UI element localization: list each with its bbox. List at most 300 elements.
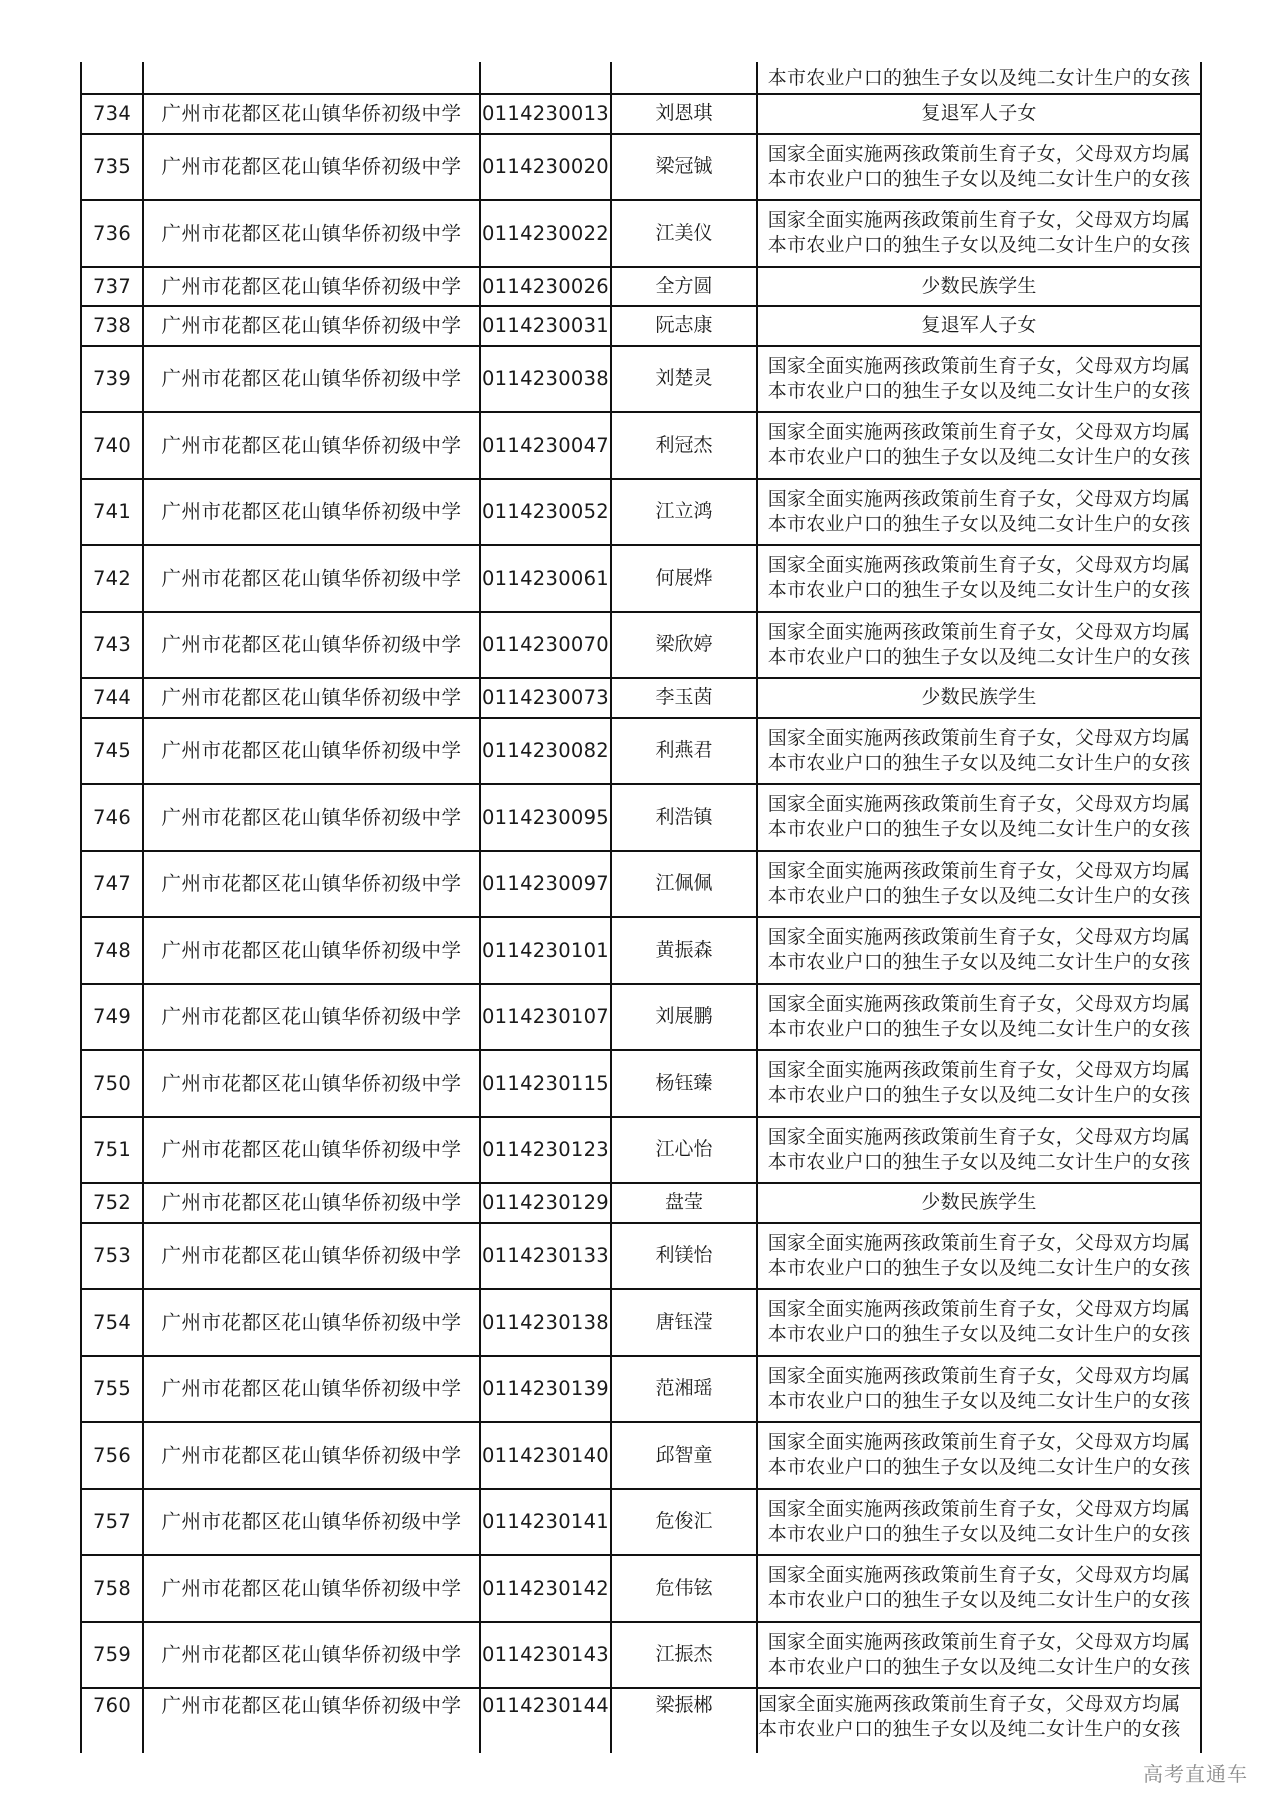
cell-category: [756, 1290, 1202, 1355]
cell-category: [756, 1423, 1202, 1488]
table-row: [80, 679, 1202, 719]
row-number: 746: [92, 805, 132, 829]
cell-school: [142, 268, 479, 306]
cell-school: [142, 719, 479, 784]
row-number: 760: [92, 1694, 132, 1717]
cell-school: [142, 1556, 479, 1621]
cell-category: [756, 918, 1202, 983]
cell-id: [479, 1290, 610, 1355]
cell-category: [756, 719, 1202, 784]
category-line-1: 国家全面实施两孩政策前生育子女，父母双方均属: [767, 1364, 1191, 1387]
cell-name: [610, 1118, 756, 1183]
cell-school: [142, 1423, 479, 1488]
cell-category: [756, 201, 1202, 266]
cell-id: [479, 95, 610, 133]
cell-no: [80, 95, 142, 133]
school-name: 广州市花都区花山镇华侨初级中学: [161, 433, 462, 457]
row-number: 758: [92, 1576, 132, 1600]
cell-school: [142, 135, 479, 200]
student-id: 0114230143: [481, 1643, 610, 1667]
student-name: 江佩佩: [655, 872, 713, 895]
cell-category: [756, 613, 1202, 678]
row-number: 736: [92, 221, 132, 245]
category-text: 少数民族学生: [921, 686, 1037, 709]
category-text: 少数民族学生: [921, 274, 1037, 297]
category-text: 复退军人子女: [921, 102, 1037, 125]
table-row: [80, 852, 1202, 919]
row-number: 742: [92, 566, 132, 590]
cell-category: [756, 1623, 1202, 1688]
cell-name: [610, 1423, 756, 1488]
cell-school: [142, 1290, 479, 1355]
category-line-2: 本市农业户口的独生子女以及纯二女计生户的女孩: [767, 751, 1191, 774]
cell-name: [610, 1623, 756, 1688]
row-number: 756: [92, 1443, 132, 1467]
cell-category: [756, 480, 1202, 545]
row-number: 738: [92, 314, 132, 338]
category-line-1: 国家全面实施两孩政策前生育子女，父母双方均属: [767, 793, 1191, 816]
school-name: 广州市花都区花山镇华侨初级中学: [161, 1310, 462, 1334]
table-row: [80, 546, 1202, 613]
school-name: 广州市花都区花山镇华侨初级中学: [161, 1244, 462, 1268]
category-line-1: 国家全面实施两孩政策前生育子女，父母双方均属: [767, 1298, 1191, 1321]
table-row: [80, 1184, 1202, 1224]
table-row: [80, 347, 1202, 414]
category-line-2: 本市农业户口的独生子女以及纯二女计生户的女孩: [767, 884, 1191, 907]
school-name: 广州市花都区花山镇华侨初级中学: [161, 500, 462, 524]
cell-id: [479, 852, 610, 917]
student-name: 盘莹: [664, 1191, 703, 1214]
student-id: 0114230138: [481, 1310, 610, 1334]
student-name: 梁冠铖: [655, 155, 713, 178]
row-number: 759: [92, 1643, 132, 1667]
table-row: [80, 135, 1202, 202]
cell-no: [80, 413, 142, 478]
table-row: [80, 719, 1202, 786]
student-id: 0114230141: [481, 1510, 610, 1534]
cell-school: [142, 95, 479, 133]
cell-category: [756, 1051, 1202, 1116]
cell-school: [142, 1184, 479, 1222]
cell-school: [142, 852, 479, 917]
category-line-1: 国家全面实施两孩政策前生育子女，父母双方均属: [767, 354, 1191, 377]
school-name: 广州市花都区花山镇华侨初级中学: [161, 155, 462, 179]
school-name: 广州市花都区花山镇华侨初级中学: [161, 566, 462, 590]
category-line-2: 本市农业户口的独生子女以及纯二女计生户的女孩: [767, 1017, 1191, 1040]
category-line-2: 本市农业户口的独生子女以及纯二女计生户的女孩: [767, 379, 1191, 402]
cell-category: [756, 268, 1202, 306]
cell-school: [142, 1689, 479, 1753]
cell-id: [479, 1051, 610, 1116]
student-name: 利冠杰: [655, 433, 713, 456]
cell-no: [80, 546, 142, 611]
category-line-2: 本市农业户口的独生子女以及纯二女计生户的女孩: [767, 1655, 1191, 1678]
cell-no: [80, 201, 142, 266]
school-name: 广州市花都区花山镇华侨初级中学: [161, 1005, 462, 1029]
school-name: 广州市花都区花山镇华侨初级中学: [161, 1138, 462, 1162]
row-number: 752: [92, 1191, 132, 1215]
cell-no: [80, 135, 142, 200]
cell-name: [610, 480, 756, 545]
cell-school: [142, 1051, 479, 1116]
student-id: 0114230031: [481, 314, 610, 338]
student-name: 邱智童: [655, 1443, 713, 1466]
row-number: 751: [92, 1138, 132, 1162]
cell-no: [80, 1689, 142, 1753]
school-name: 广州市花都区花山镇华侨初级中学: [161, 686, 462, 710]
cell-name: [610, 1556, 756, 1621]
student-name: 利浩镇: [655, 805, 713, 828]
cell-name: [610, 546, 756, 611]
student-id: 0114230115: [481, 1071, 610, 1095]
table-row: [80, 95, 1202, 135]
cell-school: [142, 918, 479, 983]
table-row: [80, 1224, 1202, 1291]
cell-name: [610, 413, 756, 478]
student-name: 刘展鹏: [655, 1005, 713, 1028]
student-name: 黄振森: [655, 938, 713, 961]
student-id: 0114230139: [481, 1377, 610, 1401]
student-id: 0114230144: [481, 1694, 610, 1717]
cell-category: [756, 1490, 1202, 1555]
row-number: 754: [92, 1310, 132, 1334]
student-name: 杨钰臻: [655, 1071, 713, 1094]
student-id: 0114230061: [481, 566, 610, 590]
school-name: 广州市花都区花山镇华侨初级中学: [161, 633, 462, 657]
cell-category: [756, 95, 1202, 133]
student-id: 0114230097: [481, 872, 610, 896]
category-line-2: 本市农业户口的独生子女以及纯二女计生户的女孩: [767, 951, 1191, 974]
cell-school: [142, 413, 479, 478]
table-row: [80, 1623, 1202, 1690]
cell-id: [479, 785, 610, 850]
table-row: [80, 918, 1202, 985]
cell-id: [479, 1224, 610, 1289]
table-row: [80, 613, 1202, 680]
cell-school: [142, 1490, 479, 1555]
cell-name: [610, 347, 756, 412]
category-line-1: 国家全面实施两孩政策前生育子女，父母双方均属: [767, 1431, 1191, 1454]
cell-category: [756, 985, 1202, 1050]
cell-school: [142, 201, 479, 266]
cell-no: [80, 1423, 142, 1488]
category-line-1: 国家全面实施两孩政策前生育子女，父母双方均属: [758, 1693, 1181, 1715]
category-line: 本市农业户口的独生子女以及纯二女计生户的女孩: [767, 67, 1191, 89]
cell-category: [756, 1357, 1202, 1422]
cell-no: [80, 268, 142, 306]
table-row: [80, 1357, 1202, 1424]
table-row: [80, 413, 1202, 480]
cell-id: [479, 1623, 610, 1688]
row-number: 743: [92, 633, 132, 657]
table-row: [80, 1490, 1202, 1557]
cell-id: [479, 1423, 610, 1488]
category-line-2: 本市农业户口的独生子女以及纯二女计生户的女孩: [767, 234, 1191, 257]
category-line-2: 本市农业户口的独生子女以及纯二女计生户的女孩: [767, 1389, 1191, 1412]
cell-id: [479, 1357, 610, 1422]
cell-no: [80, 852, 142, 917]
cell-no: [80, 679, 142, 717]
student-name: 刘楚灵: [655, 367, 713, 390]
cell-name: [610, 1490, 756, 1555]
student-name: 危俊汇: [655, 1510, 713, 1533]
cell-school: [142, 679, 479, 717]
student-name: 何展烨: [655, 566, 713, 589]
cell-no: [80, 1490, 142, 1555]
student-id: 0114230022: [481, 221, 610, 245]
category-line-2: 本市农业户口的独生子女以及纯二女计生户的女孩: [767, 1589, 1191, 1612]
student-name: 危伟铉: [655, 1576, 713, 1599]
cell-no: [80, 1051, 142, 1116]
school-name: 广州市花都区花山镇华侨初级中学: [161, 1071, 462, 1095]
cell-category: [756, 785, 1202, 850]
student-id: 0114230101: [481, 938, 610, 962]
school-name: 广州市花都区花山镇华侨初级中学: [161, 102, 462, 126]
school-name: 广州市花都区花山镇华侨初级中学: [161, 367, 462, 391]
row-number: 748: [92, 938, 132, 962]
school-name: 广州市花都区花山镇华侨初级中学: [161, 1191, 462, 1215]
cell-id: [479, 62, 610, 93]
student-id: 0114230013: [481, 102, 610, 126]
cell-id: [479, 201, 610, 266]
student-name: 唐钰滢: [655, 1310, 713, 1333]
cell-category: [756, 1184, 1202, 1222]
table-row: [80, 985, 1202, 1052]
student-name: 刘恩琪: [655, 102, 713, 125]
cell-school: [142, 546, 479, 611]
table-row: [80, 268, 1202, 308]
student-id: 0114230123: [481, 1138, 610, 1162]
student-name: 李玉茵: [655, 686, 713, 709]
category-line-2: 本市农业户口的独生子女以及纯二女计生户的女孩: [767, 167, 1191, 190]
student-id: 0114230073: [481, 686, 610, 710]
category-line-2: 本市农业户口的独生子女以及纯二女计生户的女孩: [767, 446, 1191, 469]
cell-name: [610, 1357, 756, 1422]
cell-name: [610, 135, 756, 200]
category-line-2: 本市农业户口的独生子女以及纯二女计生户的女孩: [767, 1256, 1191, 1279]
row-number: 747: [92, 872, 132, 896]
school-name: 广州市花都区花山镇华侨初级中学: [161, 1576, 462, 1600]
category-line-1: 国家全面实施两孩政策前生育子女，父母双方均属: [767, 487, 1191, 510]
row-number: 750: [92, 1071, 132, 1095]
table-row-continued: [80, 62, 1202, 95]
row-number: 737: [92, 274, 132, 298]
cell-name: [610, 1184, 756, 1222]
school-name: 广州市花都区花山镇华侨初级中学: [161, 1510, 462, 1534]
cell-id: [479, 347, 610, 412]
category-line-1: 国家全面实施两孩政策前生育子女，父母双方均属: [767, 554, 1191, 577]
school-name: 广州市花都区花山镇华侨初级中学: [161, 739, 462, 763]
cell-school: [142, 1623, 479, 1688]
table-row: [80, 307, 1202, 347]
category-line-1: 国家全面实施两孩政策前生育子女，父母双方均属: [767, 859, 1191, 882]
student-name: 江心怡: [655, 1138, 713, 1161]
row-number: 745: [92, 739, 132, 763]
student-name: 梁振郴: [655, 1694, 713, 1716]
cell-school: [142, 307, 479, 345]
category-line-1: 国家全面实施两孩政策前生育子女，父母双方均属: [767, 1564, 1191, 1587]
category-text: 少数民族学生: [921, 1191, 1037, 1214]
table-row: [80, 1051, 1202, 1118]
table-row: [80, 480, 1202, 547]
cell-name: [610, 1224, 756, 1289]
cell-name: [610, 1290, 756, 1355]
cell-no: [80, 307, 142, 345]
cell-id: [479, 1490, 610, 1555]
school-name: 广州市花都区花山镇华侨初级中学: [161, 1694, 462, 1717]
category-line-2: 本市农业户口的独生子女以及纯二女计生户的女孩: [767, 1522, 1191, 1545]
table-row: [80, 1423, 1202, 1490]
cell-school: [142, 613, 479, 678]
cell-no: [80, 62, 142, 93]
cell-no: [80, 1623, 142, 1688]
cell-name: [610, 679, 756, 717]
cell-id: [479, 135, 610, 200]
category-line-1: 国家全面实施两孩政策前生育子女，父母双方均属: [767, 421, 1191, 444]
row-number: 740: [92, 433, 132, 457]
cell-category: [756, 413, 1202, 478]
table-row: [80, 1556, 1202, 1623]
cell-id: [479, 307, 610, 345]
table-row: [80, 1118, 1202, 1185]
cell-category: [756, 1556, 1202, 1621]
category-line-2: 本市农业户口的独生子女以及纯二女计生户的女孩: [767, 645, 1191, 668]
category-line-2: 本市农业户口的独生子女以及纯二女计生户的女孩: [767, 1084, 1191, 1107]
category-line-1: 国家全面实施两孩政策前生育子女，父母双方均属: [767, 926, 1191, 949]
cell-name: [610, 62, 756, 93]
cell-category: [756, 347, 1202, 412]
school-name: 广州市花都区花山镇华侨初级中学: [161, 872, 462, 896]
cell-school: [142, 480, 479, 545]
row-number: 734: [92, 102, 132, 126]
student-id: 0114230082: [481, 739, 610, 763]
cell-no: [80, 785, 142, 850]
student-name: 梁欣婷: [655, 633, 713, 656]
category-line-1: 国家全面实施两孩政策前生育子女，父母双方均属: [767, 726, 1191, 749]
cell-name: [610, 95, 756, 133]
student-name: 江美仪: [655, 221, 713, 244]
cell-no: [80, 1290, 142, 1355]
cell-id: [479, 1184, 610, 1222]
category-line-1: 国家全面实施两孩政策前生育子女，父母双方均属: [767, 1497, 1191, 1520]
cell-id: [479, 1118, 610, 1183]
category-line-1: 国家全面实施两孩政策前生育子女，父母双方均属: [767, 620, 1191, 643]
school-name: 广州市花都区花山镇华侨初级中学: [161, 1443, 462, 1467]
student-name: 阮志康: [655, 314, 713, 337]
category-line-2: 本市农业户口的独生子女以及纯二女计生户的女孩: [767, 818, 1191, 841]
category-line-2: 本市农业户口的独生子女以及纯二女计生户的女孩: [767, 1323, 1191, 1346]
cell-category: [756, 307, 1202, 345]
school-name: 广州市花都区花山镇华侨初级中学: [161, 274, 462, 298]
cell-no: [80, 480, 142, 545]
cell-id: [479, 546, 610, 611]
cell-name: [610, 918, 756, 983]
school-name: 广州市花都区花山镇华侨初级中学: [161, 1377, 462, 1401]
cell-no: [80, 1357, 142, 1422]
table-row: [80, 201, 1202, 268]
school-name: 广州市花都区花山镇华侨初级中学: [161, 938, 462, 962]
student-id: 0114230020: [481, 155, 610, 179]
category-line-1: 国家全面实施两孩政策前生育子女，父母双方均属: [767, 1231, 1191, 1254]
cell-category: [756, 546, 1202, 611]
cell-category: [756, 1118, 1202, 1183]
cell-no: [80, 347, 142, 412]
student-id: 0114230026: [481, 274, 610, 298]
category-text: 复退军人子女: [921, 314, 1037, 337]
row-number: 755: [92, 1377, 132, 1401]
category-line-1: 国家全面实施两孩政策前生育子女，父母双方均属: [767, 209, 1191, 232]
cell-category: [756, 679, 1202, 717]
cell-school: [142, 347, 479, 412]
cell-category: [756, 852, 1202, 917]
cell-name: [610, 852, 756, 917]
row-number: 739: [92, 367, 132, 391]
cell-name: [610, 268, 756, 306]
cell-name: [610, 613, 756, 678]
cell-id: [479, 679, 610, 717]
cell-name: [610, 719, 756, 784]
student-name: 利燕君: [655, 739, 713, 762]
cell-no: [80, 985, 142, 1050]
category-line-1: 国家全面实施两孩政策前生育子女，父母双方均属: [767, 1059, 1191, 1082]
school-name: 广州市花都区花山镇华侨初级中学: [161, 1643, 462, 1667]
cell-school: [142, 62, 479, 93]
school-name: 广州市花都区花山镇华侨初级中学: [161, 221, 462, 245]
cell-name: [610, 785, 756, 850]
category-line-2: 本市农业户口的独生子女以及纯二女计生户的女孩: [767, 579, 1191, 602]
cell-school: [142, 985, 479, 1050]
cell-school: [142, 785, 479, 850]
cell-category: [756, 135, 1202, 200]
cell-no: [80, 1224, 142, 1289]
table-body: [80, 95, 1202, 1753]
cell-category: [756, 1689, 1202, 1753]
row-number: 757: [92, 1510, 132, 1534]
row-number: 749: [92, 1005, 132, 1029]
cell-category: [756, 1224, 1202, 1289]
table-row: [80, 785, 1202, 852]
cell-no: [80, 1556, 142, 1621]
category-line-2: 本市农业户口的独生子女以及纯二女计生户的女孩: [767, 1456, 1191, 1479]
cell-id: [479, 985, 610, 1050]
category-line-2: 本市农业户口的独生子女以及纯二女计生户的女孩: [767, 1150, 1191, 1173]
cell-name: [610, 1689, 756, 1753]
watermark-text: 高考直通车: [1143, 1762, 1248, 1786]
cell-id: [479, 268, 610, 306]
cell-no: [80, 613, 142, 678]
cell-school: [142, 1118, 479, 1183]
cell-id: [479, 918, 610, 983]
category-line-1: 国家全面实施两孩政策前生育子女，父母双方均属: [767, 992, 1191, 1015]
cell-name: [610, 201, 756, 266]
category-line-1: 国家全面实施两孩政策前生育子女，父母双方均属: [767, 1630, 1191, 1653]
student-id: 0114230140: [481, 1443, 610, 1467]
school-name: 广州市花都区花山镇华侨初级中学: [161, 314, 462, 338]
student-name: 全方圆: [655, 274, 713, 297]
row-number: 744: [92, 686, 132, 710]
student-id: 0114230038: [481, 367, 610, 391]
student-id: 0114230070: [481, 633, 610, 657]
student-id: 0114230129: [481, 1191, 610, 1215]
cell-name: [610, 1051, 756, 1116]
cell-no: [80, 1118, 142, 1183]
cell-name: [610, 985, 756, 1050]
cell-id: [479, 1556, 610, 1621]
cell-school: [142, 1357, 479, 1422]
category-line-2: 本市农业户口的独生子女以及纯二女计生户的女孩: [767, 512, 1191, 535]
cell-no: [80, 1184, 142, 1222]
category-line-2: 本市农业户口的独生子女以及纯二女计生户的女孩: [758, 1718, 1181, 1740]
